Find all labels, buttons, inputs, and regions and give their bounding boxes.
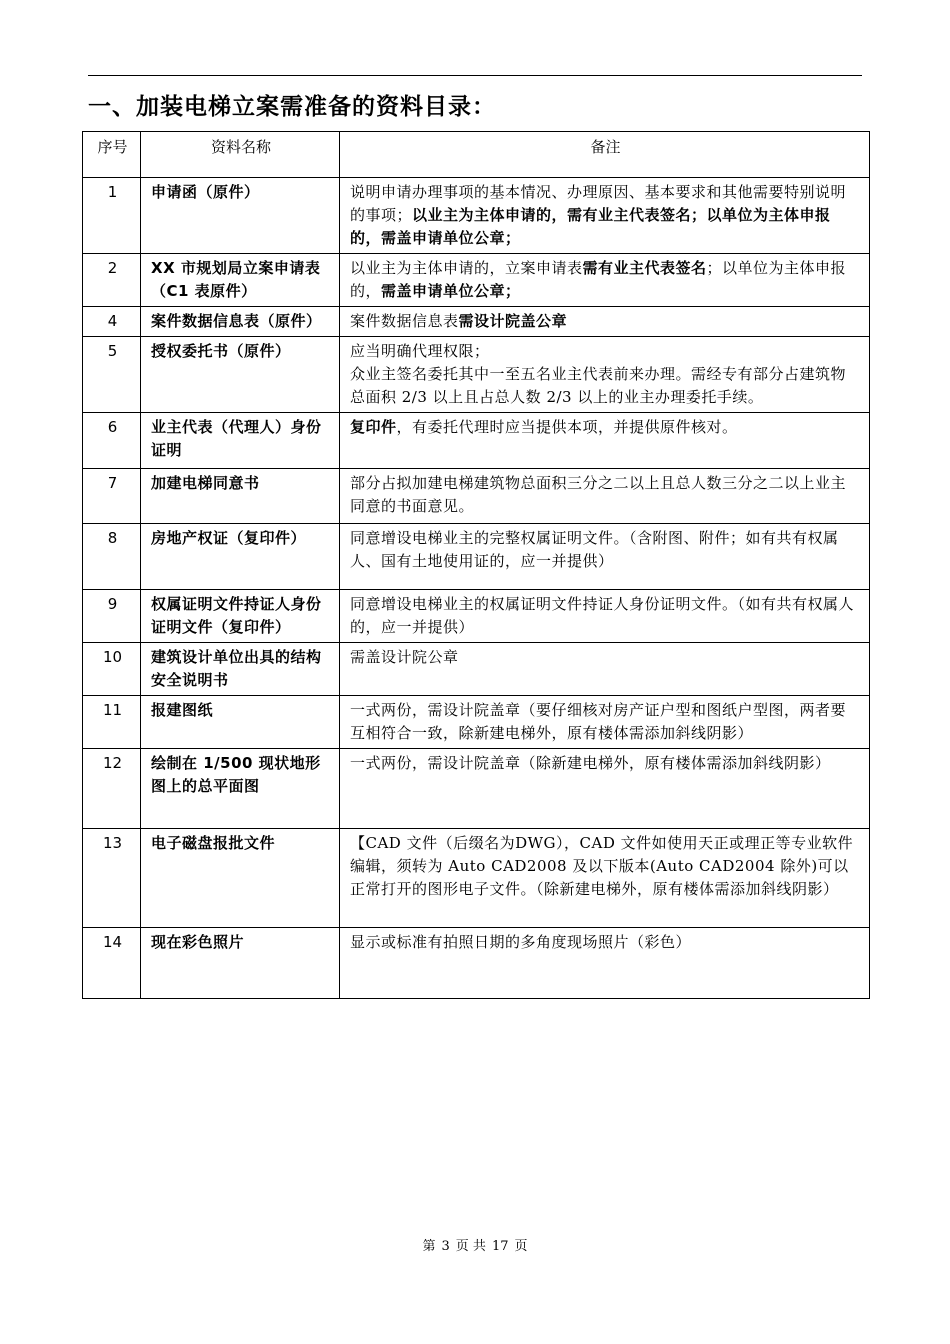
material-note bbox=[340, 928, 870, 999]
material-note bbox=[340, 696, 870, 749]
material-note bbox=[340, 524, 870, 590]
material-name: XX 市规划局立案申请表（C1 表原件） bbox=[141, 254, 340, 307]
header-name: 资料名称 bbox=[141, 132, 340, 178]
note-text: 案件数据信息表 bbox=[350, 312, 459, 330]
table-row bbox=[83, 254, 870, 307]
footer-total-pages: 17 bbox=[491, 1239, 509, 1254]
material-note bbox=[340, 749, 870, 829]
row-number: 14 bbox=[83, 928, 141, 999]
material-note bbox=[340, 337, 870, 413]
table-row bbox=[83, 749, 870, 829]
material-name: 报建图纸 bbox=[141, 696, 340, 749]
row-number: 9 bbox=[83, 590, 141, 643]
header-no: 序号 bbox=[83, 132, 141, 178]
row-number: 2 bbox=[83, 254, 141, 307]
material-note bbox=[340, 413, 870, 469]
table-row bbox=[83, 337, 870, 413]
material-note bbox=[340, 829, 870, 928]
row-number: 4 bbox=[83, 307, 141, 337]
table-header-row bbox=[83, 132, 870, 178]
table-row bbox=[83, 643, 870, 696]
table-row bbox=[83, 829, 870, 928]
note-text: 一式两份，需设计院盖章（要仔细核对房产证户型和图纸户型图，两者要互相符合一致，除新建电梯外，原有楼体需添加斜线阴影） bbox=[350, 701, 847, 742]
material-note bbox=[340, 307, 870, 337]
table-row bbox=[83, 307, 870, 337]
row-number: 6 bbox=[83, 413, 141, 469]
table-row bbox=[83, 413, 870, 469]
material-name: 授权委托书（原件） bbox=[141, 337, 340, 413]
material-name: 电子磁盘报批文件 bbox=[141, 829, 340, 928]
note-text: 显示或标准有拍照日期的多角度现场照片（彩色） bbox=[350, 933, 692, 951]
note-text: 【CAD 文件（后缀名为DWG），CAD 文件如使用天正或理正等专业软件编辑，须转为 Auto CAD2008 及以下版本(Auto CAD2004 除外)可以正常打开的图形电子文件。（除新建电梯外，原有楼体需添加斜线阴影） bbox=[350, 834, 854, 898]
section-heading: 一、加装电梯立案需准备的资料目录： bbox=[88, 94, 496, 120]
material-name: 业主代表（代理人）身份证明 bbox=[141, 413, 340, 469]
footer-page-number: 3 bbox=[441, 1239, 450, 1254]
row-number: 10 bbox=[83, 643, 141, 696]
footer-suffix: 页 bbox=[514, 1239, 528, 1254]
table-row bbox=[83, 469, 870, 524]
row-number: 7 bbox=[83, 469, 141, 524]
material-note bbox=[340, 178, 870, 254]
note-text: 一式两份，需设计院盖章（除新建电梯外，原有楼体需添加斜线阴影） bbox=[350, 754, 831, 772]
note-text: 应当明确代理权限； bbox=[350, 342, 490, 360]
material-name: 申请函（原件） bbox=[141, 178, 340, 254]
row-number: 5 bbox=[83, 337, 141, 413]
material-name: 现在彩色照片 bbox=[141, 928, 340, 999]
material-note bbox=[340, 469, 870, 524]
header-rule bbox=[88, 75, 862, 76]
note-text: ，有委托代理时应当提供本项，并提供原件核对。 bbox=[396, 418, 738, 436]
page-footer bbox=[0, 1235, 950, 1254]
material-note bbox=[340, 643, 870, 696]
note-text: 众业主签名委托其中一至五名业主代表前来办理。需经专有部分占建筑物总面积 2/3 以上且占总人数 2/3 以上的业主办理委托手续。 bbox=[350, 365, 847, 406]
footer-prefix: 第 bbox=[422, 1239, 436, 1254]
note-text: 同意增设电梯业主的完整权属证明文件。（含附图、附件；如有共有权属人、国有土地使用证的，应一并提供） bbox=[350, 529, 839, 570]
note-text: ；以单位为主体申报的， bbox=[350, 259, 847, 300]
material-name: 房地产权证（复印件） bbox=[141, 524, 340, 590]
table-row bbox=[83, 590, 870, 643]
row-number: 12 bbox=[83, 749, 141, 829]
note-text: 说明申请办理事项的基本情况、办理原因、基本要求和其他需要特别说明的事项； bbox=[350, 183, 847, 224]
material-note bbox=[340, 254, 870, 307]
note-text: 以业主为主体申请的，立案申请表 bbox=[350, 259, 583, 277]
note-emphasis: 复印件 bbox=[350, 418, 397, 436]
row-number: 11 bbox=[83, 696, 141, 749]
material-name: 案件数据信息表（原件） bbox=[141, 307, 340, 337]
material-note bbox=[340, 590, 870, 643]
row-number: 1 bbox=[83, 178, 141, 254]
note-text: 部分占拟加建电梯建筑物总面积三分之二以上且总人数三分之二以上业主同意的书面意见。 bbox=[350, 474, 847, 515]
footer-middle: 页 共 bbox=[455, 1239, 486, 1254]
table-row bbox=[83, 524, 870, 590]
table-row bbox=[83, 178, 870, 254]
material-name: 建筑设计单位出具的结构安全说明书 bbox=[141, 643, 340, 696]
note-text: 需盖设计院公章 bbox=[350, 648, 459, 666]
material-name: 加建电梯同意书 bbox=[141, 469, 340, 524]
header-note: 备注 bbox=[340, 132, 870, 178]
note-emphasis: 需设计院盖公章 bbox=[458, 312, 568, 330]
row-number: 8 bbox=[83, 524, 141, 590]
material-name: 权属证明文件持证人身份证明文件（复印件） bbox=[141, 590, 340, 643]
materials-table bbox=[82, 131, 870, 999]
table-row bbox=[83, 928, 870, 999]
table-row bbox=[83, 696, 870, 749]
note-text: 同意增设电梯业主的权属证明文件持证人身份证明文件。（如有共有权属人的，应一并提供） bbox=[350, 595, 855, 636]
note-emphasis: 需盖申请单位公章； bbox=[381, 282, 521, 300]
note-emphasis: 需有业主代表签名 bbox=[582, 259, 707, 277]
row-number: 13 bbox=[83, 829, 141, 928]
material-name: 绘制在 1/500 现状地形图上的总平面图 bbox=[141, 749, 340, 829]
note-emphasis: 以业主为主体申请的，需有业主代表签名；以单位为主体申报的，需盖申请单位公章； bbox=[350, 206, 831, 247]
